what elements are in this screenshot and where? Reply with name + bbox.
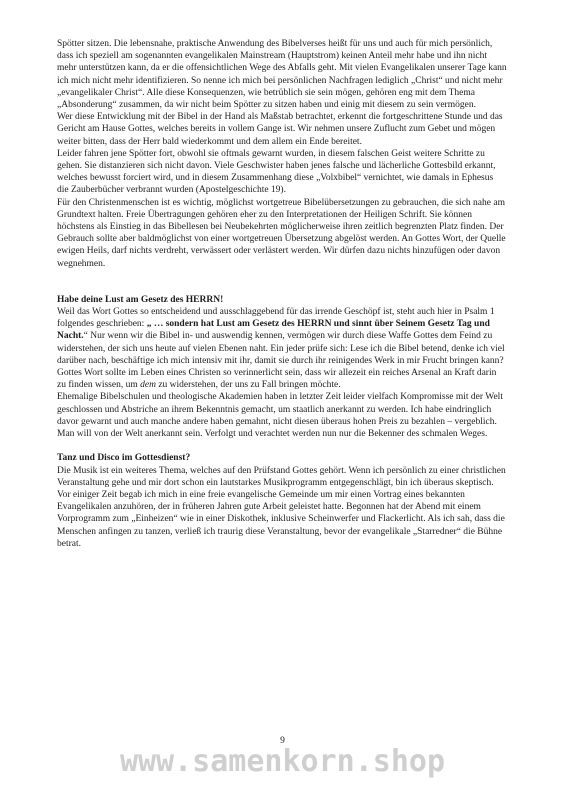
lust-paragraph-1 bbox=[57, 306, 507, 391]
lust-paragraph-1-end: zu widerstehen, der uns zu Fall bringen möchte. bbox=[155, 380, 341, 391]
intro-paragraph-4: Für den Christenmenschen ist es wichtig, möglichst wortgetreue Bibelübersetzungen zu gebrauchen, die sich nahe am Grundtext halten. Freie Übertragungen gehören eher zu den Interpretationen der Heiligen Schrift. Sie können höchstens als Einstieg in das Bibellesen bei Neubekehrten möglicherweise ihren zeitlich begrenzten Platz finden. Der Gebrauch sollte aber baldmöglichst von einer wortgetreuen Übersetzung abgelöst werden. An Gottes Wort, der Quelle ewigen Heils, darf nichts verdreht, verwässert oder verlästert werden. Wir dürfen dazu nichts hinzufügen oder davon wegnehmen. bbox=[57, 197, 506, 269]
tanz-paragraph-2: Vor einiger Zeit begab ich mich in eine freie evangelische Gemeinde um mir einen Vortrag eines bekannten Evangelikalen anzuhören, der in früheren Jahren gute Arbeit geleistet hatte. Begonnen hat der Abend mit einem Vorprogramm zum „Einheizen“ wie in einer Diskothek, inklusive Scheinwerfer und Flackerlicht. Als ich sah, dass die Menschen anfingen zu tanzen, verließ ich traurig diese Veranstaltung, bevor der evangelikale „Starredner“ die Bühne betrat. bbox=[57, 489, 505, 549]
intro-paragraph-3: Leider fahren jene Spötter fort, obwohl sie oftmals gewarnt wurden, in diesem falschen Geist weitere Schritte zu gehen. Sie distanzieren sich nicht davon. Viele Geschwister haben jenes falsche und lächerliche Gottesbild erkannt, welches bewusst forciert wird, und in diesem Zusammenhang diese „Volxbibel“ vernichtet, wie damals in Ephesus die Zauberbücher verbrannt wurden (Apostelgeschichte 19). bbox=[57, 148, 496, 196]
page-content bbox=[57, 38, 507, 550]
psalm-quote: „ … sondern hat Lust am Gesetz des HERRN und sinnt über Seinem Gesetz Tag und Nacht. bbox=[57, 319, 490, 342]
page-number: 9 bbox=[280, 736, 285, 746]
intro-paragraph-2: Wer diese Entwicklung mit der Bibel in der Hand als Maßstab betrachtet, erkennt die fortgeschrittene Stunde und das Gericht am Hause Gottes, welches bereits in vollem Gange ist. Wir nehmen unsere Zuflucht zum Gebet und mögen weiter bitten, dass der Herr bald wiederkommt und dem allem ein Ende bereitet. bbox=[57, 112, 503, 147]
intro-paragraph-1: Spötter sitzen. Die lebensnahe, praktische Anwendung des Bibelverses heißt für uns und auch für mich persönlich, dass ich speziell am sogenannten evangelikalen Mainstream (Hauptstrom) keinen Anteil mehr habe und ihn nicht mehr unterstützen kann, da er die offensichtlichen Wege des Abfalls geht. Mit vielen Evangelikalen unserer Tage kann ich mich nicht mehr identifizieren. So nenne ich mich bei persönlichen Nachfragen lediglich „Christ“ und nicht mehr „evangelikaler Christ“. Alle diese Konsequenzen, wie betrüblich sie sein mögen, gehören eng mit dem Thema „Absonderung“ zusammen, da wir nicht beim Spötter zu sitzen haben und einig mit diesem zu sein vermögen. bbox=[57, 39, 507, 111]
section-heading-tanz: Tanz und Disco im Gottesdienst? bbox=[57, 453, 191, 464]
section-heading-lust: Habe deine Lust am Gesetz des HERRN! bbox=[57, 294, 224, 305]
watermark-text: www.samenkorn.shop bbox=[119, 744, 446, 779]
tanz-paragraph-1: Die Musik ist ein weiteres Thema, welches auf den Prüfstand Gottes gehört. Wenn ich persönlich zu einer christlichen Veranstaltung gehe und mir dort schon ein lautstarkes Musikprogramm entgegenschlägt, bin ich überaus skeptisch. bbox=[57, 465, 506, 488]
lust-paragraph-2: Ehemalige Bibelschulen und theologische Akademien haben in letzter Zeit leider vielfach Kompromisse mit der Welt geschlossen und Abstriche an ihrem Bekenntnis gemacht, um staatlich anerkannt zu werden. Ich habe eindringlich davor gewarnt und auch manche andere haben gemahnt, nicht diesen überaus hohen Preis zu bezahlen – vergeblich. Man will von der Welt anerkannt sein. Verfolgt und verachtet werden nun nur die Bekenner des schmalen Weges. bbox=[57, 392, 503, 440]
section-spacer bbox=[57, 270, 507, 294]
lust-paragraph-1-body: “ Nur wenn wir die Bibel in- und auswendig kennen, vermögen wir durch diese Waffe Gottes dem Feind zu widerstehen, der sich uns heute auf vielen Ebenen naht. Ein jeder prüfe sich: Lese ich die Bibel betend, denke ich viel darüber nach, beschäftige ich mich intensiv mit ihr, damit sie durch ihr reinigendes Werk in mir Frucht bringen kann? Gottes Wort sollte im Leben eines Christen so verinnerlicht sein, dass wir allezeit ein reiches Arsenal an Kraft darin zu finden wissen, um bbox=[57, 331, 505, 391]
lust-paragraph-1-intro: Weil das Wort Gottes so entscheidend und ausschlaggebend für das irrende Geschöpf ist, steht auch hier in Psalm 1 folgendes geschrieben: bbox=[57, 307, 495, 330]
section-spacer bbox=[57, 440, 507, 452]
emphasis-dem: dem bbox=[140, 380, 156, 391]
